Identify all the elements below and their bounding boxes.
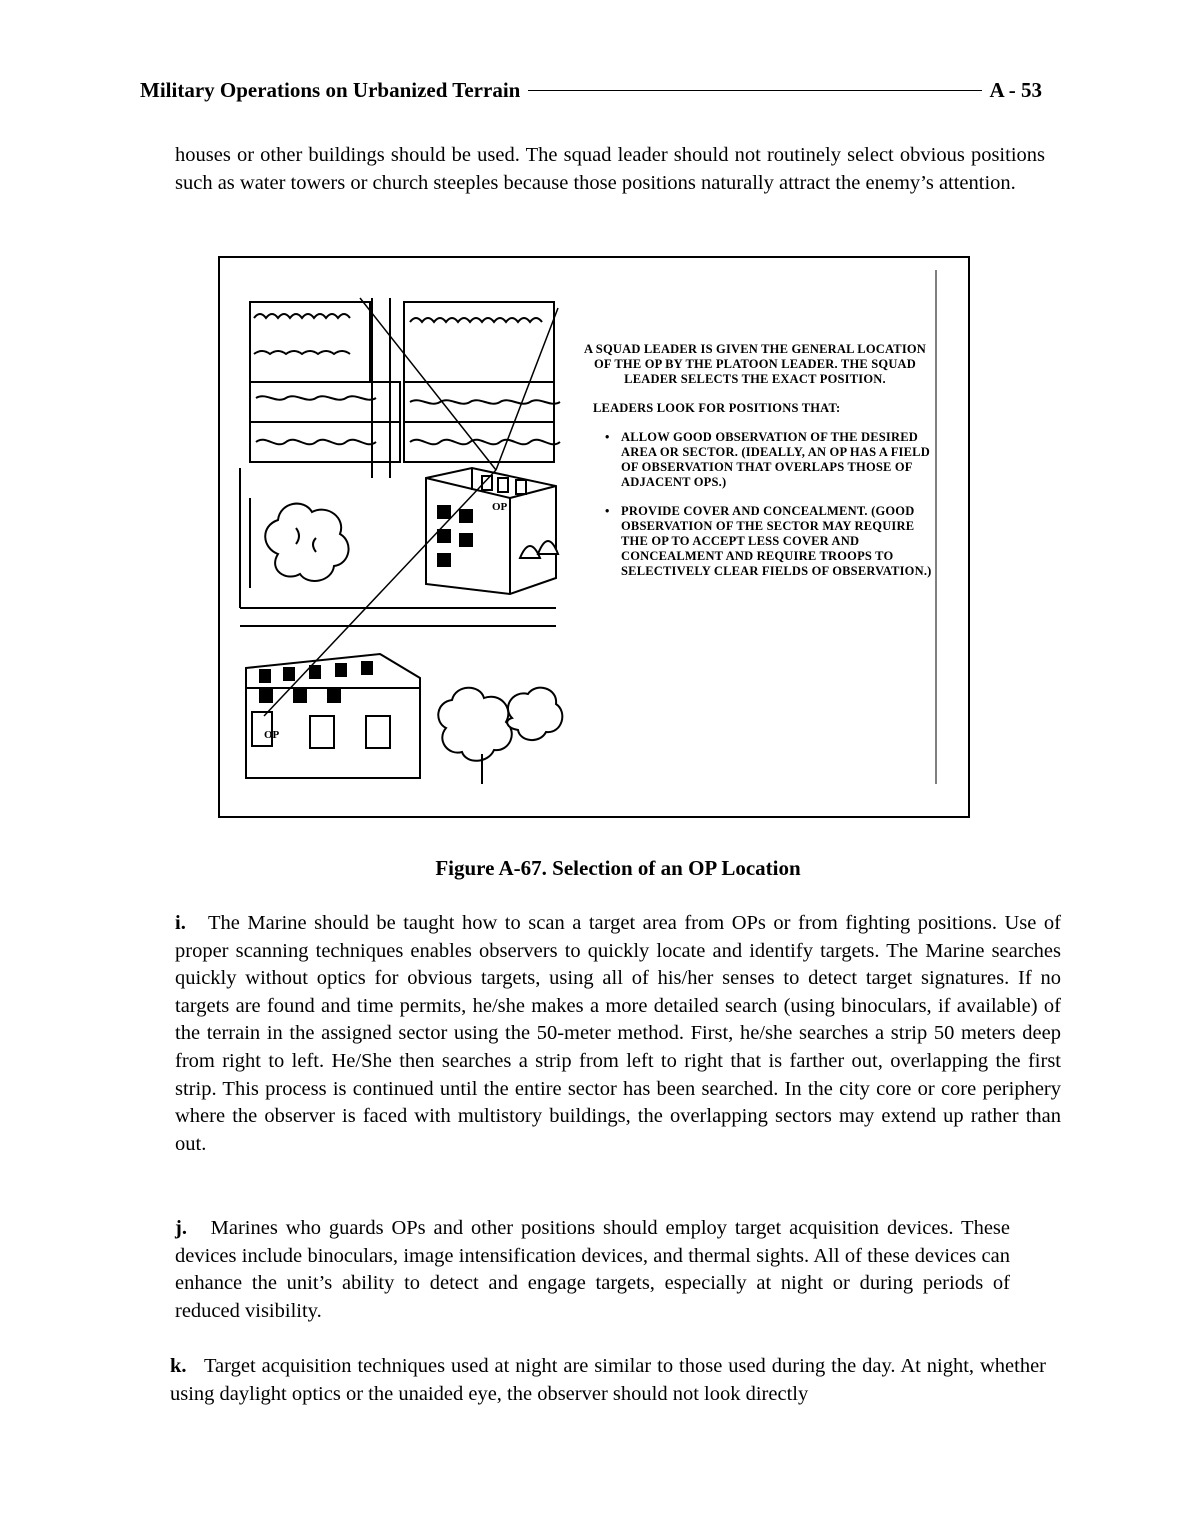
- paragraph-label-i: i.: [175, 912, 186, 934]
- header-rule: [528, 90, 981, 91]
- page-number: A - 53: [989, 78, 1042, 102]
- figure-bullet-list: [575, 430, 935, 579]
- paragraph-j: [175, 1215, 1010, 1325]
- header-title: Military Operations on Urbanized Terrain: [140, 78, 521, 102]
- figure-bullet-cover: • PROVIDE COVER AND CONCEALMENT. (GOOD OBSERVATION OF THE SECTOR MAY REQUIRE THE OP TO ACCEPT LESS COVER AND CONCEALMENT AND REQUIRE TROOPS TO SELECTIVELY CLEAR FIELDS OF OBSERVATION.): [575, 504, 935, 579]
- op-label-lower: OP: [264, 729, 280, 741]
- paragraph-i: [175, 910, 1061, 1158]
- figure-bullet-observation: • ALLOW GOOD OBSERVATION OF THE DESIRED AREA OR SECTOR. (IDEALLY, AN OP HAS A FIELD OF OBSERVATION THAT OVERLAPS THOSE OF ADJACENT OPS.): [575, 430, 935, 490]
- figure-intro-text: A SQUAD LEADER IS GIVEN THE GENERAL LOCATION OF THE OP BY THE PLATOON LEADER. THE SQUAD LEADER SELECTS THE EXACT POSITION.: [583, 342, 927, 386]
- figure-op-location: [218, 256, 970, 818]
- intro-paragraph: houses or other buildings should be used. The squad leader should not routinely select obvious positions such as water towers or church steeples because those positions naturally attract the enemy’s attention.: [175, 144, 1045, 194]
- page-header: [140, 78, 1042, 103]
- figure-text: [575, 342, 935, 593]
- paragraph-text-k: Target acquisition techniques used at night are similar to those used during the day. At night, whether using daylight optics or the unaided eye, the observer should not look directly: [170, 1355, 1046, 1405]
- figure-leaders-look: LEADERS LOOK FOR POSITIONS THAT:: [593, 401, 841, 415]
- op-label-upper: OP: [492, 501, 508, 513]
- paragraph-label-j: j.: [175, 1217, 187, 1239]
- paragraph-label-k: k.: [170, 1355, 187, 1377]
- paragraph-k: [170, 1353, 1046, 1408]
- paragraph-text-i: The Marine should be taught how to scan a target area from OPs or from fighting positions. Use of proper scanning techniques enables observers to quickly locate and identify targets. The Marine searches quickly without optics for obvious targets, using all of his/her senses to detect target signatures. If no targets are found and time permits, he/she makes a more detailed search (using binoculars, if available) of the terrain in the assigned sector using the 50-meter method. First, he/she searches a strip 50 meters deep from right to left. He/She then searches a strip from left to right that is farther out, overlapping the first strip. This process is continued until the entire sector has been searched. In the city core or core periphery where the observer is faced with multistory buildings, the overlapping sectors may extend up rather than out.: [175, 912, 1061, 1155]
- paragraph-text-j: Marines who guards OPs and other positions should employ target acquisition devices. These devices include binoculars, image intensification devices, and thermal sights. All of these devices can enhance the unit’s ability to detect and engage targets, especially at night or during periods of reduced visibility.: [175, 1217, 1011, 1322]
- figure-caption: Figure A-67. Selection of an OP Location: [435, 856, 801, 880]
